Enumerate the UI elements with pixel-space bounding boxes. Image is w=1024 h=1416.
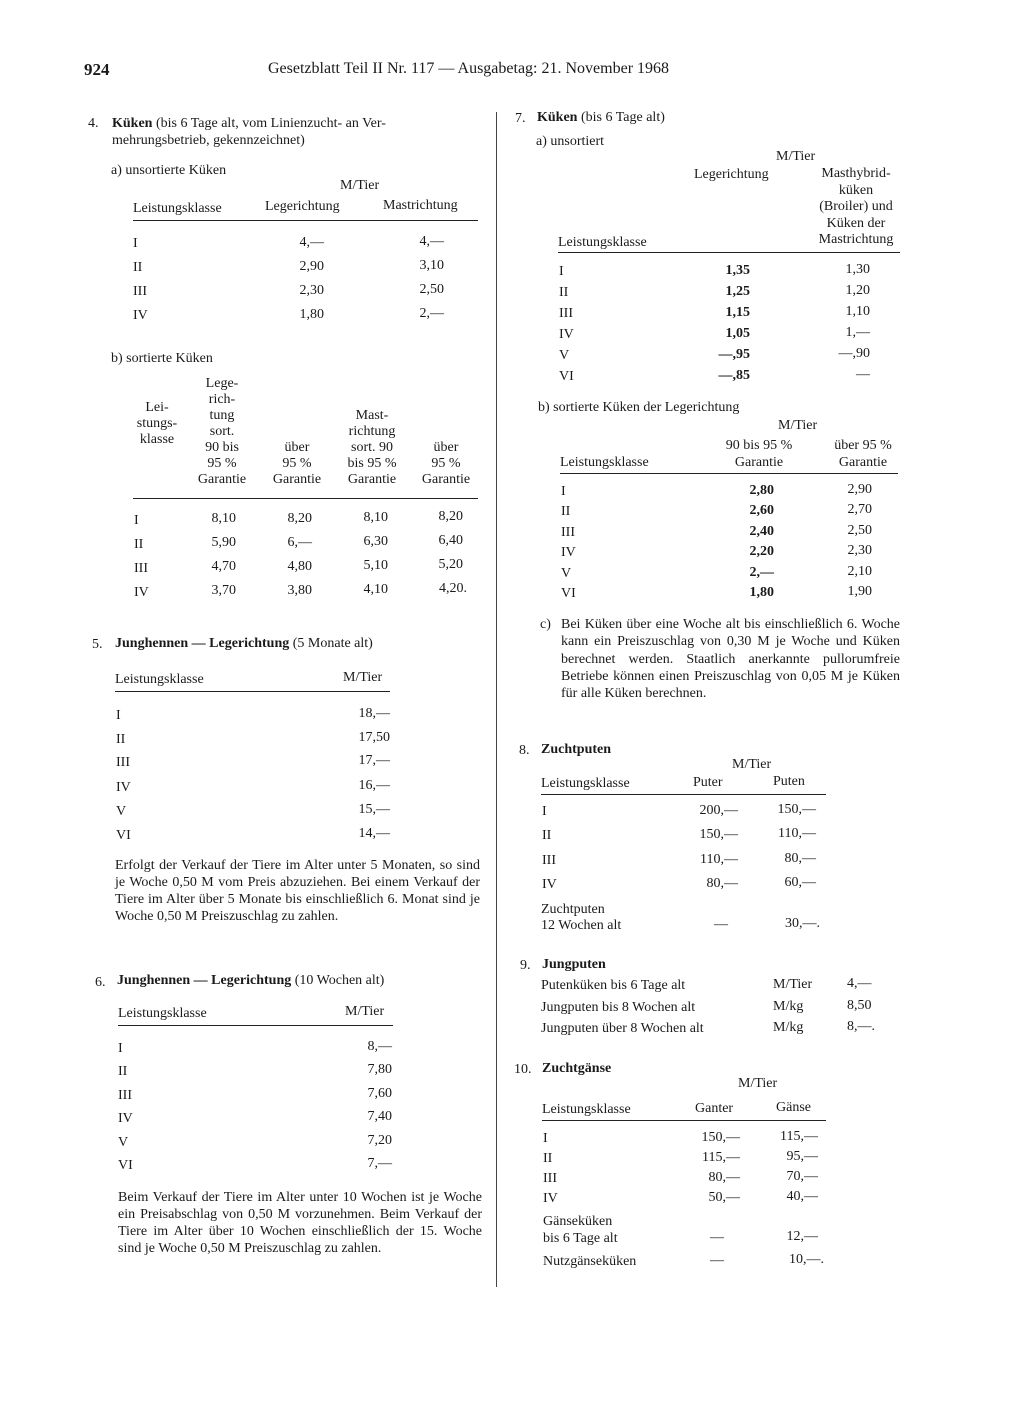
unit-label: M/Tier [738,1076,778,1091]
item-value: 8,—. [847,1019,875,1034]
section-title: Küken [537,110,578,125]
column-header: M/Tier [343,670,383,685]
value-cell: 80,— [706,876,738,891]
item-unit: M/kg [773,1020,804,1035]
value-cell: 4,80 [287,559,312,574]
class-cell: I [134,513,139,528]
page-header-title: Gesetzblatt Teil II Nr. 117 — Ausgabetag: 21. November 1968 [268,60,670,77]
class-cell: II [543,1151,553,1166]
value-cell: 110,— [700,852,738,867]
section-number: 10. [514,1062,532,1077]
class-cell: II [118,1064,128,1079]
value-cell: 2,50 [847,523,872,538]
section-title: Zuchtgänse [542,1061,612,1076]
class-cell: III [118,1088,132,1103]
section-number: 5. [92,637,103,652]
value-cell: — [714,917,728,932]
class-cell: 12 Wochen alt [541,918,622,933]
class-cell: III [133,284,147,299]
value-cell: 3,10 [419,258,444,273]
value-cell: 80,— [708,1170,740,1185]
class-cell: II [116,732,126,747]
value-cell: 2,10 [847,564,872,579]
class-cell: I [116,708,121,723]
column-header: über 95 % Garantie [421,440,471,487]
page-number: 924 [84,60,110,79]
value-cell: 1,10 [845,304,870,319]
class-cell: I [559,264,564,279]
value-cell: 2,— [419,306,444,321]
class-cell: VI [118,1158,133,1173]
class-cell: III [116,755,130,770]
column-header: Leistungsklasse [558,235,647,250]
subsection-label: c) [540,617,551,632]
value-cell: 12,— [786,1229,818,1244]
value-cell: 16,— [358,778,390,793]
column-header: Mast- richtung sort. 90 bis 95 % Garantie [347,408,397,487]
section-note: Beim Verkauf der Tiere im Alter unter 10 Wochen ist je Woche ein Preisabschlag von 0,50 M vorzunehmen. Beim Verkauf der Tiere im Alter über 10 Wochen einschließlich der 15. Woche sind je Woche 0,50 M Preiszuschlag zu zahlen. [118,1190,482,1256]
section-number: 9. [520,958,531,973]
value-cell: 4,— [299,235,324,250]
column-header: über 95 % Garantie [272,440,322,487]
value-cell: 8,20 [438,509,463,524]
column-header: Masthybrid- küken (Broiler) und Küken der Mastrichtung [818,166,894,248]
class-cell: IV [561,545,576,560]
column-header: Leistungsklasse [118,1006,207,1021]
class-cell: III [559,306,573,321]
class-cell: IV [134,585,149,600]
column-header: Leistungsklasse [541,776,630,791]
class-cell: VI [116,828,131,843]
value-cell: — [856,367,870,382]
column-header: Puten [773,774,805,789]
item-unit: M/Tier [773,977,813,992]
value-cell: 1,20 [845,283,870,298]
column-header: M/Tier [345,1004,385,1019]
class-cell: II [561,504,571,519]
column-header: Legerichtung [265,199,340,214]
value-cell: 1,15 [725,305,750,320]
value-cell: 150,— [701,1130,740,1145]
class-cell: V [118,1135,129,1150]
value-cell: 15,— [358,802,390,817]
class-cell: bis 6 Tage alt [543,1231,618,1246]
value-cell: 5,90 [211,535,236,550]
value-cell: 8,10 [211,511,236,526]
value-cell: 14,— [358,826,390,841]
value-cell: 18,— [358,706,390,721]
section-number: 4. [88,116,99,131]
section-title: Junghennen — Legerichtung [115,636,290,651]
item-value: 4,— [847,976,872,991]
class-cell: IV [543,1191,558,1206]
value-cell: 115,— [702,1150,740,1165]
value-cell: 80,— [784,851,816,866]
value-cell: 2,60 [749,503,774,518]
column-header: Leistungsklasse [133,201,222,216]
value-cell: 95,— [786,1149,818,1164]
section-number: 8. [519,743,530,758]
class-cell: IV [559,327,574,342]
value-cell: 1,30 [845,262,870,277]
value-cell: 6,40 [438,533,463,548]
class-cell: I [118,1041,123,1056]
value-cell: 6,— [287,535,312,550]
class-cell: III [561,525,575,540]
column-header: Leistungsklasse [115,672,204,687]
value-cell: 2,50 [419,282,444,297]
table-rule [115,691,390,692]
item-label: Putenküken bis 6 Tage alt [541,978,686,993]
value-cell: 1,— [845,325,870,340]
value-cell: 2,30 [299,283,324,298]
section-title: Zuchtputen [541,742,612,757]
value-cell: 40,— [786,1189,818,1204]
column-header: Mastrichtung [383,198,458,213]
value-cell: 7,— [367,1156,392,1171]
value-cell: 8,20 [287,511,312,526]
value-cell: 1,80 [299,307,324,322]
unit-label: M/Tier [776,149,816,164]
class-cell: III [543,1171,557,1186]
subsection-label: a) unsortiert [536,134,605,149]
class-cell: I [543,1131,548,1146]
value-cell: 5,10 [363,558,388,573]
subsection-label: a) unsortierte Küken [111,163,227,178]
class-cell: VI [561,586,576,601]
class-cell: V [561,566,572,581]
class-cell: II [133,260,143,275]
value-cell: 30,—. [785,916,820,931]
value-cell: 200,— [699,803,738,818]
value-cell: 4,70 [211,559,236,574]
column-divider [496,112,497,1287]
item-value: 8,50 [847,998,872,1013]
value-cell: —,90 [838,346,870,361]
value-cell: 1,35 [725,263,750,278]
value-cell: 2,80 [749,483,774,498]
value-cell: 4,— [419,234,444,249]
value-cell: —,85 [718,368,750,383]
value-cell: 7,60 [367,1086,392,1101]
value-cell: 8,— [367,1039,392,1054]
section-title: Junghennen — Legerichtung [117,973,292,988]
value-cell: 10,—. [789,1252,824,1267]
item-label: Jungputen über 8 Wochen alt [541,1021,704,1036]
table-rule [133,220,478,221]
column-header: Puter [693,775,723,790]
value-cell: 3,70 [211,583,236,598]
class-cell: II [559,285,569,300]
class-cell: IV [542,877,557,892]
class-cell: Zuchtputen [541,902,605,917]
value-cell: 7,80 [367,1062,392,1077]
table-rule [542,1120,826,1121]
section-title: Jungputen [542,957,606,972]
column-header: Ganter [695,1101,734,1116]
section-number: 7. [515,111,526,126]
value-cell: 60,— [784,875,816,890]
value-cell: 1,90 [847,584,872,599]
column-header: Lege- rich- tung sort. 90 bis 95 % Garantie [197,376,247,487]
table-rule [133,498,478,499]
item-label: Jungputen bis 8 Wochen alt [541,1000,696,1015]
section-title: Küken [112,116,153,131]
section-number: 6. [95,975,106,990]
value-cell: 1,25 [725,284,750,299]
value-cell: 2,20 [749,544,774,559]
table-rule [118,1025,393,1026]
class-cell: I [561,484,566,499]
section-subtitle: (5 Monate alt) [292,636,373,651]
class-cell: II [134,537,144,552]
section-subtitle: (10 Wochen alt) [294,973,385,988]
subsection-label: b) sortierte Küken [111,351,213,366]
class-cell: V [559,348,570,363]
value-cell: 50,— [708,1190,740,1205]
column-header: Leistungsklasse [560,455,649,470]
subsection-label: b) sortierte Küken der Legerichtung [538,400,740,415]
unit-label: M/Tier [778,418,818,433]
value-cell: 110,— [778,826,816,841]
section-note: Erfolgt der Verkauf der Tiere im Alter unter 5 Monaten, so sind je Woche 0,50 M vom Preis abzuziehen. Bei einem Verkauf der Tiere im Alter über 5 Monate bis einschließlich 6. Monat sind je Woche 0,50 M Preiszuschlag zu zahlen. [115,858,480,924]
class-cell: IV [133,308,148,323]
column-header: 90 bis 95 % Garantie [725,438,793,470]
class-cell: II [542,828,552,843]
value-cell: 3,80 [287,583,312,598]
value-cell: 17,— [358,753,390,768]
value-cell: 6,30 [363,534,388,549]
value-cell: 2,— [749,565,774,580]
value-cell: 4,10 [363,582,388,597]
section-note: Bei Küken über eine Woche alt bis einschließlich 6. Woche kann ein Preiszuschlag von 0,30 M je Woche und Küken berechnet werden. Staatlich anerkannte pullorumfreie Betriebe können einen Preiszuschlag von 0,05 M je Küken für alle Küken berechnen. [561,617,900,702]
class-cell: I [542,804,547,819]
column-header: Lei- stungs- klasse [136,400,178,447]
item-unit: M/kg [773,999,804,1014]
value-cell: 70,— [786,1169,818,1184]
section-subtitle-line2: mehrungsbetrieb, gekennzeichnet) [112,133,305,148]
section-subtitle: (bis 6 Tage alt) [580,110,665,125]
class-cell: IV [116,780,131,795]
class-cell: V [116,804,127,819]
value-cell: 150,— [699,827,738,842]
value-cell: 4,20. [439,581,467,596]
class-cell: IV [118,1111,133,1126]
column-header: Leistungsklasse [542,1102,631,1117]
value-cell: 5,20 [438,557,463,572]
value-cell: 1,05 [725,326,750,341]
value-cell: 7,40 [367,1109,392,1124]
column-header: über 95 % Garantie [834,438,892,470]
value-cell: 8,10 [363,510,388,525]
table-rule [560,473,898,474]
class-cell: III [542,853,556,868]
value-cell: — [710,1253,724,1268]
class-cell: Gänseküken [543,1214,613,1229]
unit-label: M/Tier [340,178,380,193]
class-cell: III [134,561,148,576]
value-cell: 17,50 [358,730,390,745]
table-rule [541,794,826,795]
value-cell: 2,70 [847,502,872,517]
value-cell: 7,20 [367,1133,392,1148]
value-cell: — [710,1230,724,1245]
value-cell: —,95 [718,347,750,362]
value-cell: 150,— [777,802,816,817]
value-cell: 2,40 [749,524,774,539]
value-cell: 2,30 [847,543,872,558]
value-cell: 2,90 [299,259,324,274]
column-header: Gänse [776,1100,811,1115]
section-subtitle: (bis 6 Tage alt, vom Linienzucht- an Ver- [155,116,386,131]
table-rule [558,252,900,253]
value-cell: 2,90 [847,482,872,497]
value-cell: 115,— [780,1129,818,1144]
class-cell: I [133,236,138,251]
class-cell: VI [559,369,574,384]
class-cell: Nutzgänseküken [543,1254,637,1269]
column-header: Legerichtung [694,167,769,182]
unit-label: M/Tier [732,757,772,772]
value-cell: 1,80 [749,585,774,600]
